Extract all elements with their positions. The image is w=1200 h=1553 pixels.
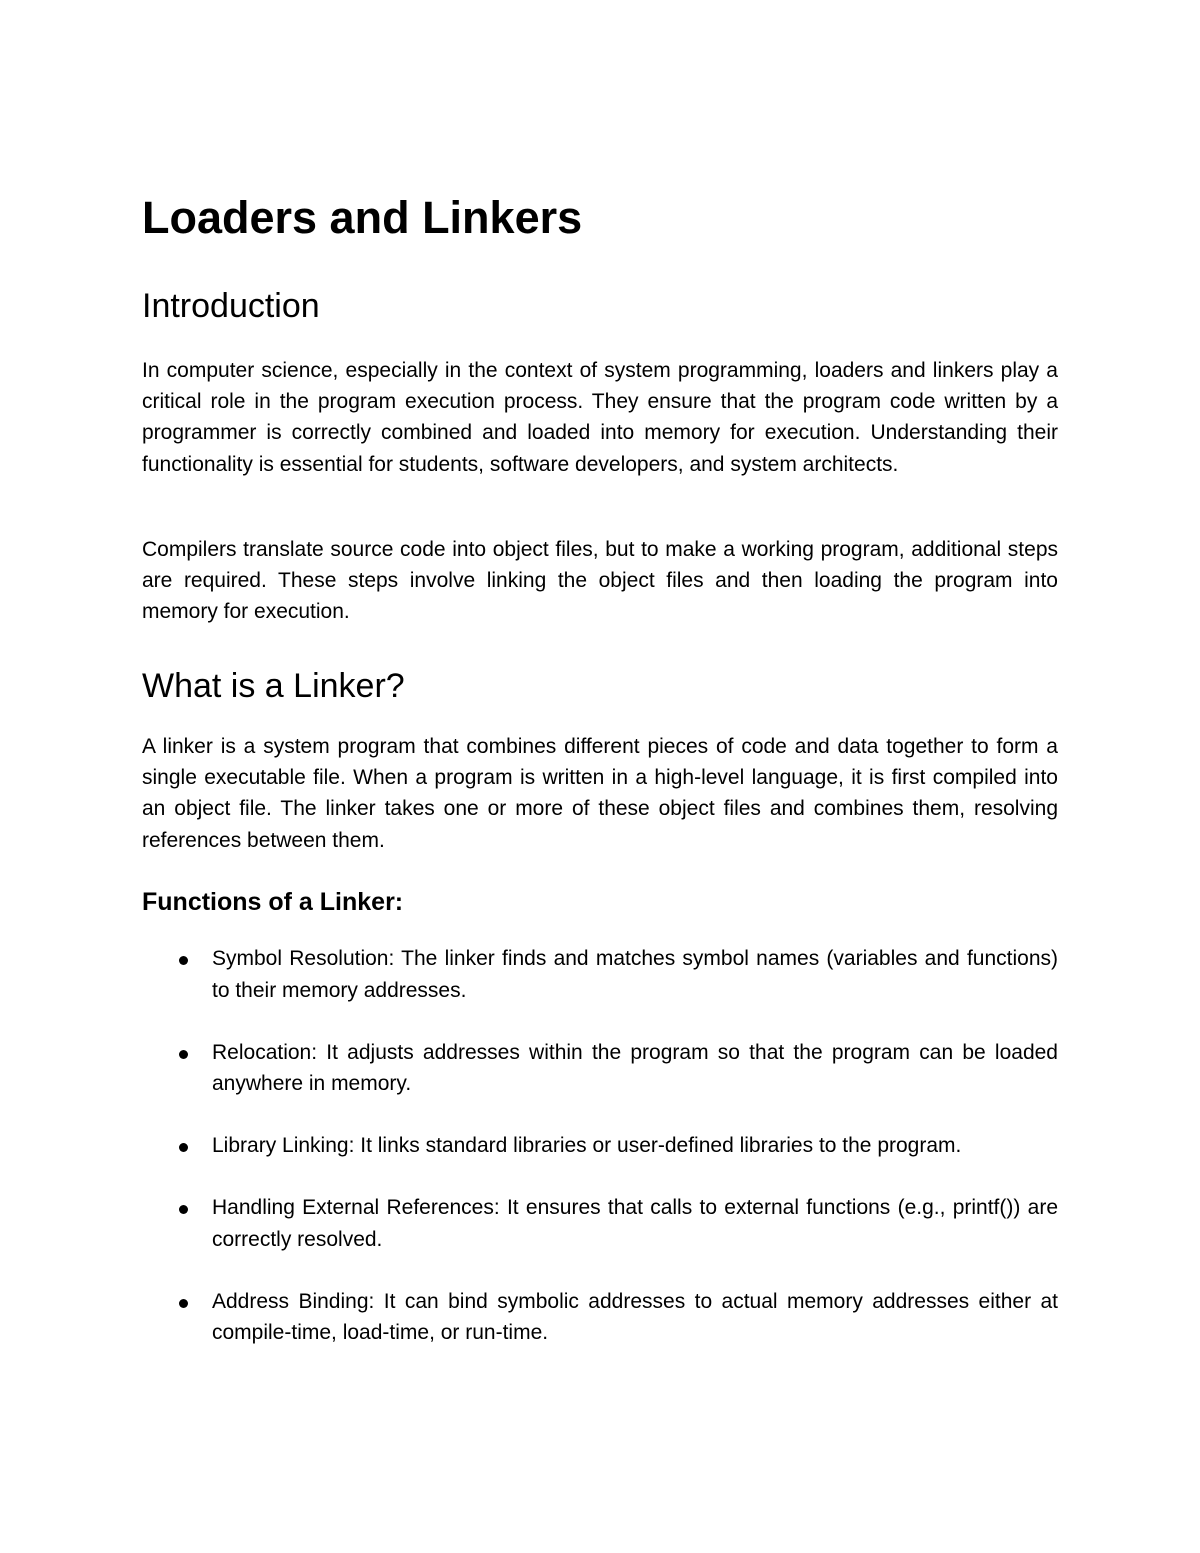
list-item [142,1130,1058,1162]
list-item [142,943,1058,1006]
document-title: Loaders and Linkers [142,192,583,243]
list-item-text: Relocation: It adjusts addresses within the program so that the program can be loaded anywhere in memory. [212,1040,1058,1095]
bullet-icon [179,1050,188,1059]
list-item [142,1192,1058,1255]
introduction-paragraph-1: In computer science, especially in the context of system programming, loaders and linkers play a critical role in the program execution process. They ensure that the program code written by a programmer is correctly combined and loaded into memory for execution. Understanding their functionality is essential for students, software developers, and system architects. [142,359,1058,476]
linker-heading: What is a Linker? [142,667,405,705]
functions-heading: Functions of a Linker: [142,888,404,916]
list-item-text: Library Linking: It links standard libraries or user-defined libraries to the program. [212,1134,962,1157]
list-item-text: Handling External References: It ensures that calls to external functions (e.g., printf()) are correctly resolved. [212,1196,1058,1251]
list-item-text: Symbol Resolution: The linker finds and matches symbol names (variables and functions) to their memory addresses. [212,947,1058,1002]
bullet-icon [179,1143,188,1152]
bullet-icon [179,956,188,965]
linker-paragraph: A linker is a system program that combines different pieces of code and data together to form a single executable file. When a program is written in a high-level language, it is first compiled into an object file. The linker takes one or more of these object files and combines them, resolving references between them. [142,735,1058,852]
list-item-text: Address Binding: It can bind symbolic addresses to actual memory addresses either at compile-time, load-time, or run-time. [212,1289,1058,1344]
functions-list [142,943,1058,1379]
introduction-heading: Introduction [142,287,320,325]
list-item [142,1037,1058,1100]
bullet-icon [179,1299,188,1308]
bullet-icon [179,1205,188,1214]
list-item [142,1286,1058,1349]
introduction-paragraph-2: Compilers translate source code into object files, but to make a working program, additional steps are required. These steps involve linking the object files and then loading the program into memory for execution. [142,538,1058,624]
